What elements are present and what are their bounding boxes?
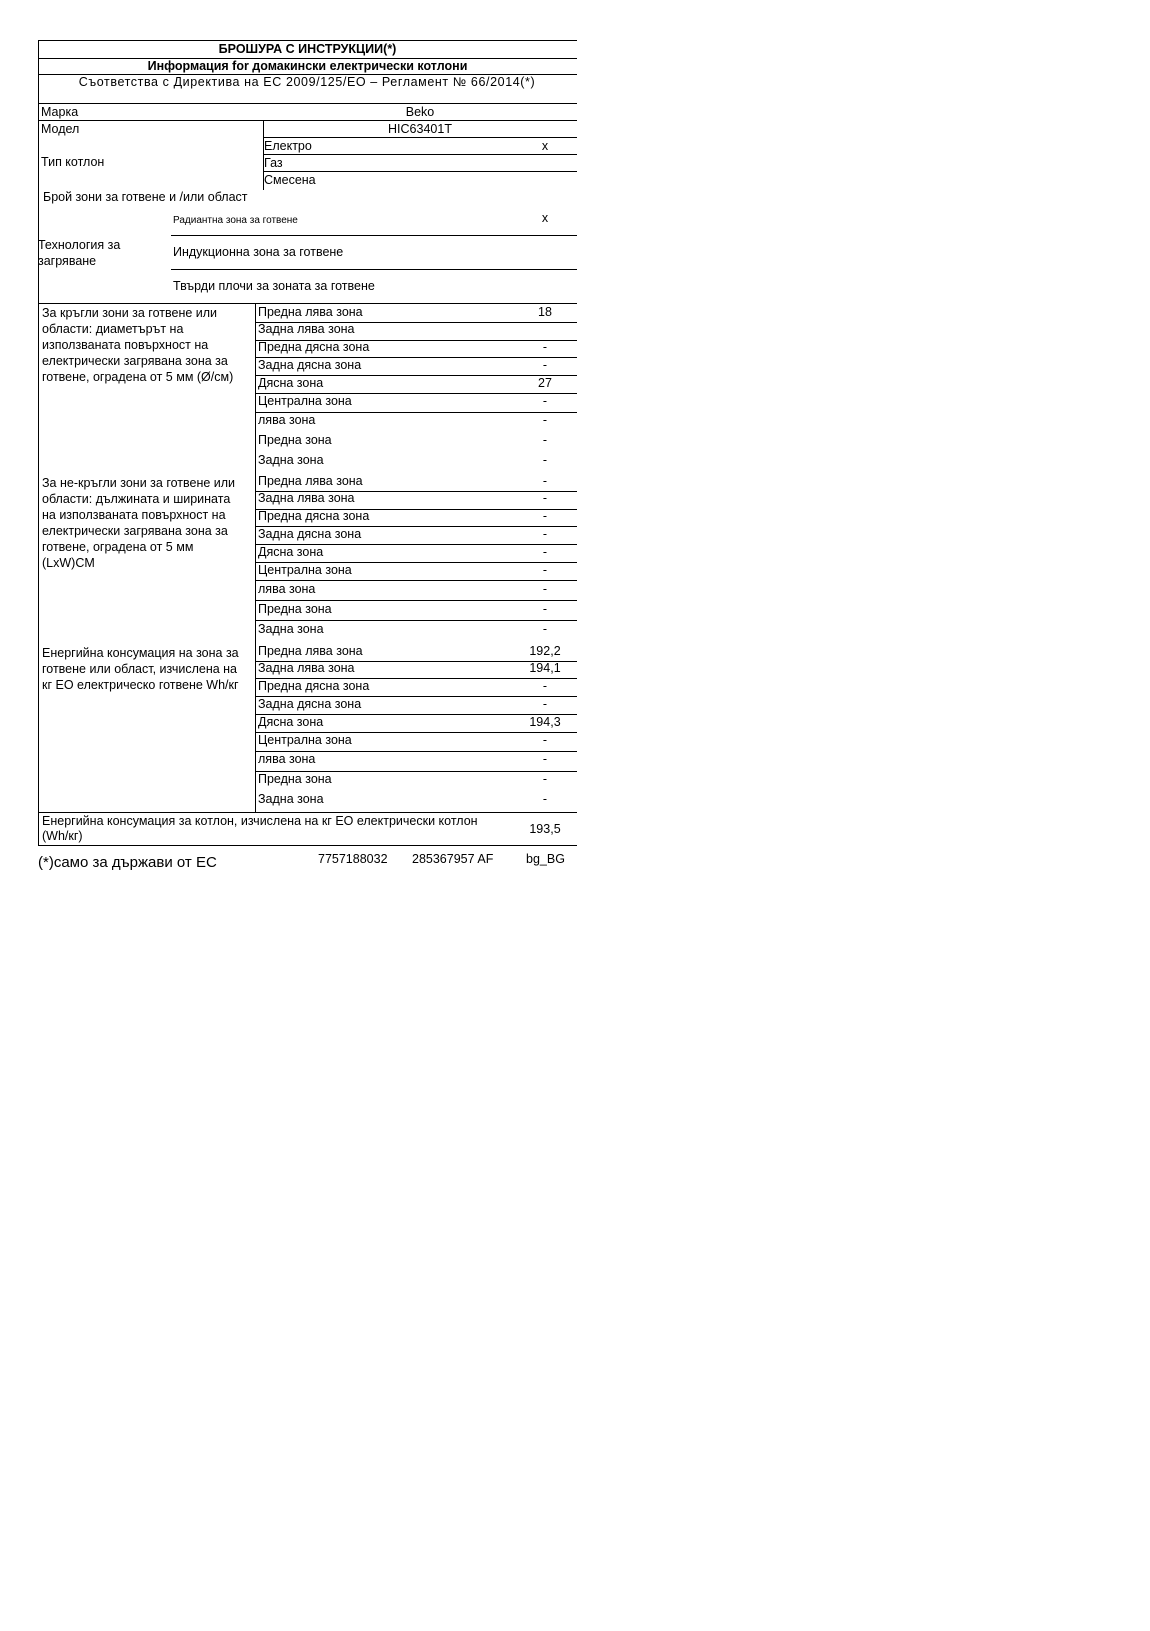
hob-type-electric-mark: x	[541, 139, 549, 153]
zone-name: Централна зона	[258, 563, 352, 577]
row-divider	[255, 714, 577, 715]
zone-name: Дясна зона	[258, 715, 324, 729]
zone-name: Предна дясна зона	[258, 509, 370, 523]
zone-value: -	[542, 697, 548, 711]
table-left-border	[38, 812, 39, 845]
row-divider	[255, 600, 577, 601]
heating-tech-label: Технология за загряване	[38, 238, 121, 268]
model-label: Модел	[41, 122, 80, 136]
zone-name: Задна зона	[258, 792, 324, 806]
compliance-statement: Съответства с Директива на ЕС 2009/125/ЕО – Регламент № 66/2014(*)	[78, 75, 536, 89]
zone-value: -	[542, 563, 548, 577]
zone-value: 27	[538, 376, 552, 390]
row-divider	[255, 340, 577, 341]
row-divider	[255, 771, 577, 772]
row-divider	[255, 696, 577, 697]
zone-name: лява зона	[258, 752, 316, 766]
zone-value: -	[542, 602, 548, 616]
hob-type-electric: Електро	[264, 139, 312, 153]
footer-code-1: 7757188032	[318, 852, 388, 866]
zone-name: Задна лява зона	[258, 322, 355, 336]
zone-value: -	[542, 752, 548, 766]
row-divider	[171, 269, 577, 270]
heating-tech-induction: Индукционна зона за готвене	[173, 245, 344, 259]
row-divider	[255, 393, 577, 394]
zones-count-label: Брой зони за готвене и /или област	[43, 190, 248, 204]
zone-name: Предна дясна зона	[258, 340, 370, 354]
round-zones-label: За кръгли зони за готвене или области: диаметърът на използваната повърхност на електрически загрявана зона за готвене, оградена от 5 мм (Ø/см)	[42, 306, 234, 384]
row-divider	[255, 661, 577, 662]
heating-tech-radiant-mark: x	[541, 211, 549, 225]
row-divider	[171, 235, 577, 236]
zone-value: -	[542, 582, 548, 596]
row-divider	[38, 812, 577, 813]
zone-value: -	[542, 733, 548, 747]
row-divider	[255, 412, 577, 413]
zone-value: -	[542, 622, 548, 636]
zone-value: -	[542, 413, 548, 427]
zone-name: Предна дясна зона	[258, 679, 370, 693]
table-top-border	[38, 40, 577, 41]
zone-value: -	[542, 679, 548, 693]
zone-value: 192,2	[529, 644, 561, 658]
hob-type-mixed: Смесена	[264, 173, 316, 187]
zone-value: -	[542, 433, 548, 447]
zone-name: Задна дясна зона	[258, 697, 362, 711]
zone-name: Предна лява зона	[258, 305, 363, 319]
zone-name: Дясна зона	[258, 545, 324, 559]
document-subtitle: Информация for домакински електрически котлони	[147, 59, 468, 73]
row-divider	[255, 580, 577, 581]
row-divider	[255, 678, 577, 679]
row-divider	[38, 303, 577, 304]
brand-label: Марка	[41, 105, 79, 119]
footer-note: (*)само за държави от ЕС	[38, 854, 217, 871]
zone-value: -	[542, 394, 548, 408]
row-divider	[38, 103, 577, 104]
zone-name: Задна лява зона	[258, 491, 355, 505]
zone-value: 194,1	[529, 661, 561, 675]
zones-column-divider	[255, 303, 256, 812]
row-divider	[38, 120, 577, 121]
row-divider	[255, 491, 577, 492]
zone-value: 194,3	[529, 715, 561, 729]
row-divider	[255, 620, 577, 621]
brand-value: Beko	[405, 105, 435, 119]
zone-value: -	[542, 453, 548, 467]
energy-total-label: Енергийна консумация за котлон, изчислена на кг ЕО електрически котлон (Wh/кг)	[42, 814, 478, 843]
row-divider	[263, 171, 577, 172]
zone-name: Предна лява зона	[258, 474, 363, 488]
document-title: БРОШУРА С ИНСТРУКЦИИ(*)	[218, 42, 397, 56]
row-divider	[263, 137, 577, 138]
zone-name: Задна дясна зона	[258, 527, 362, 541]
zone-name: Задна зона	[258, 622, 324, 636]
zone-value: -	[542, 545, 548, 559]
zone-name: Задна дясна зона	[258, 358, 362, 372]
zone-name: Предна зона	[258, 433, 332, 447]
energy-zones-label: Енергийна консумация на зона за готвене или област, изчислена на кг ЕО електрическо готвене Wh/кг	[42, 646, 239, 692]
zone-name: Задна лява зона	[258, 661, 355, 675]
hob-type-label: Тип котлон	[41, 155, 105, 169]
zone-value: -	[542, 358, 548, 372]
zone-name: лява зона	[258, 413, 316, 427]
nonround-zones-label: За не-кръгли зони за готвене или области: дължината и ширината на използваната повърхност на електрически загрявана зона за готвене, оградена от 5 мм (LxW)CM	[42, 476, 236, 570]
zone-value: -	[542, 474, 548, 488]
footer-locale: bg_BG	[526, 852, 565, 866]
zone-value: -	[542, 509, 548, 523]
row-divider	[255, 357, 577, 358]
zone-value: -	[542, 340, 548, 354]
row-divider	[255, 509, 577, 510]
row-divider	[255, 544, 577, 545]
zone-name: Предна лява зона	[258, 644, 363, 658]
zone-value: -	[542, 491, 548, 505]
zone-value: -	[542, 772, 548, 786]
row-divider	[38, 845, 577, 846]
row-divider	[255, 322, 577, 323]
table-left-border	[38, 40, 39, 812]
row-divider	[263, 154, 577, 155]
zone-name: Дясна зона	[258, 376, 324, 390]
row-divider	[255, 751, 577, 752]
zone-value: -	[542, 527, 548, 541]
row-divider	[255, 375, 577, 376]
zone-value: 18	[538, 305, 552, 319]
zone-name: Предна зона	[258, 602, 332, 616]
footer-code-2: 285367957 AF	[412, 852, 494, 866]
zone-name: Централна зона	[258, 733, 352, 747]
heating-tech-solid-plate: Твърди плочи за зоната за готвене	[173, 279, 375, 293]
row-divider	[255, 562, 577, 563]
model-value: HIC63401T	[388, 122, 452, 136]
zone-name: Предна зона	[258, 772, 332, 786]
hob-type-gas: Газ	[264, 156, 283, 170]
energy-total-value: 193,5	[529, 822, 561, 836]
zone-name: Задна зона	[258, 453, 324, 467]
row-divider	[255, 526, 577, 527]
zone-name: лява зона	[258, 582, 316, 596]
heating-tech-radiant: Радиантна зона за готвене	[173, 215, 298, 226]
zone-value: -	[542, 792, 548, 806]
row-divider	[255, 732, 577, 733]
zone-name: Централна зона	[258, 394, 352, 408]
